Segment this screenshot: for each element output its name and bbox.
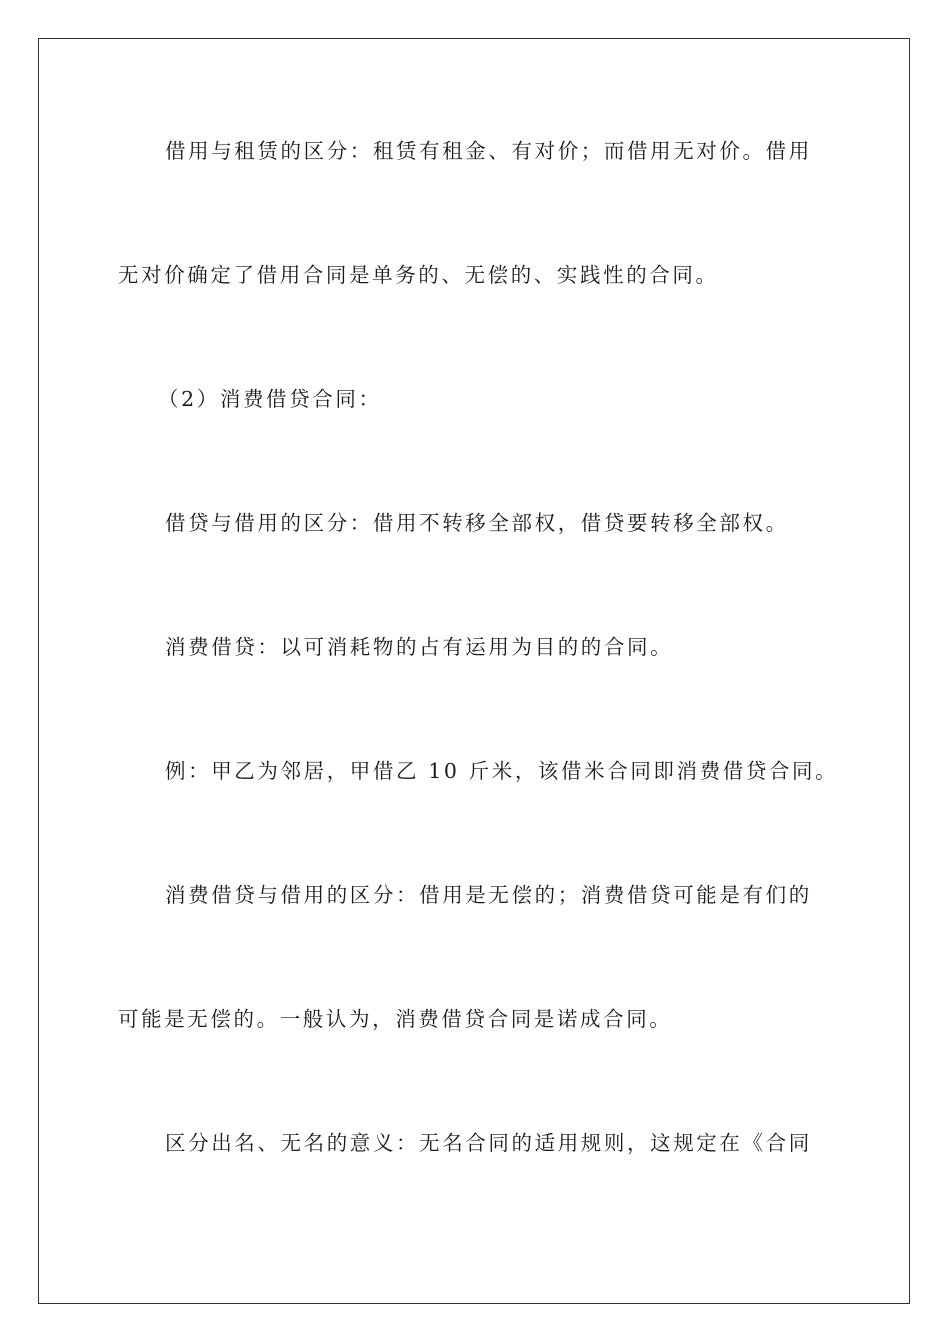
paragraph-line-7: 可能是无偿的。一般认为，消费借贷合同是诺成合同。 <box>118 1007 673 1031</box>
paragraph-line-5: 例：甲乙为邻居，甲借乙 10 斤米，该借米合同即消费借贷合同。 <box>165 759 839 783</box>
section-heading: （2）消费借贷合同： <box>158 387 382 411</box>
paragraph-line-2: 无对价确定了借用合同是单务的、无偿的、实践性的合同。 <box>118 263 719 287</box>
paragraph-line-6: 消费借贷与借用的区分：借用是无偿的；消费借贷可能是有们的 <box>165 883 812 907</box>
paragraph-line-4: 消费借贷：以可消耗物的占有运用为目的的合同。 <box>165 635 674 659</box>
page-border <box>38 38 910 1304</box>
paragraph-line-3: 借贷与借用的区分：借用不转移全部权，借贷要转移全部权。 <box>165 511 789 535</box>
paragraph-line-8: 区分出名、无名的意义：无名合同的适用规则，这规定在《合同 <box>165 1131 812 1155</box>
paragraph-line-1: 借用与租赁的区分：租赁有租金、有对价；而借用无对价。借用 <box>165 139 812 163</box>
